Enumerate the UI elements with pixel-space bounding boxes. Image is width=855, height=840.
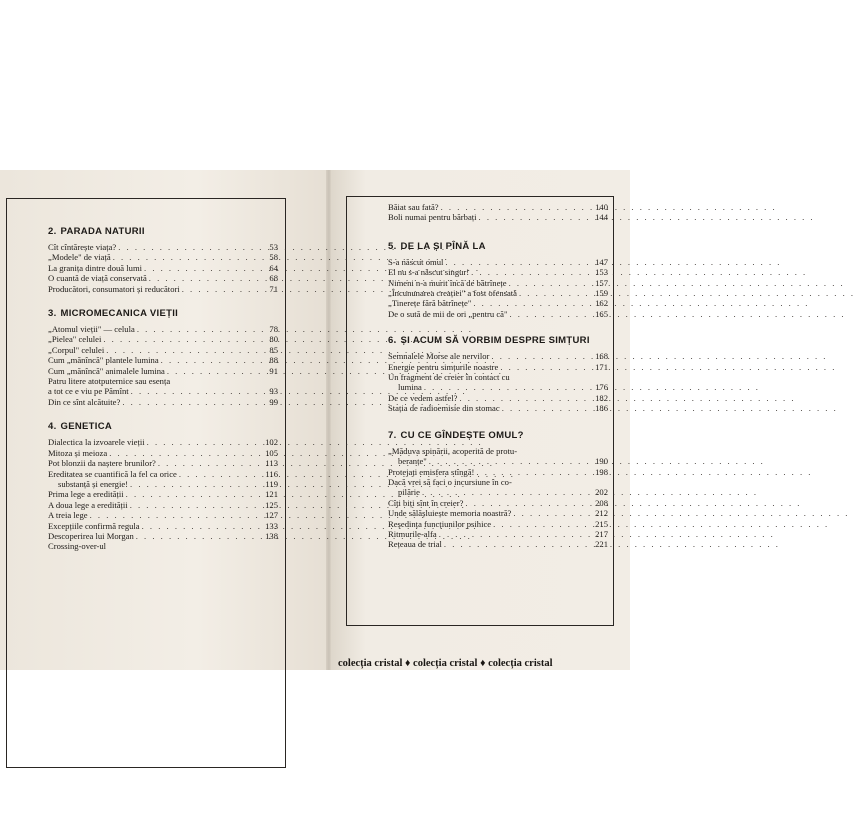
toc-entry: Mitoza și meioza . . . 105 — [48, 448, 278, 458]
toc-entry: Ritmurile-alfa . . . 217 — [388, 529, 608, 539]
toc-section-5 — [388, 241, 608, 319]
toc-entry: Prima lege a eredității . . . 121 — [48, 489, 278, 499]
toc-entry: Crossing-over-ul — [48, 541, 107, 552]
toc-entry: Boli numai pentru bărbați . . . 144 — [388, 212, 608, 222]
section-heading: MICROMECANICA VIEȚII — [60, 308, 179, 320]
toc-entry: Un fragment de creier în contact cu — [388, 372, 510, 383]
right-toc — [388, 202, 608, 562]
toc-entry: Dialectica la izvoarele vieții . . . 102 — [48, 437, 278, 447]
toc-entry: Cît cîntărește viața? . . . 53 — [48, 242, 278, 252]
toc-entry: pilărie . . . 202 — [388, 487, 608, 497]
toc-entry: Energie pentru simțurile noastre . . . 171 — [388, 362, 608, 372]
toc-entry: „Măduva spinării, acoperită de protu- — [388, 445, 518, 456]
toc-entry: De o sută de mii de ori „pentru că" . . . 165 — [388, 309, 608, 319]
toc-entry: Protejați emisfera stîngă! . . . 198 — [388, 467, 608, 477]
toc-entry: Producători, consumatori și reducători . . . 71 — [48, 284, 278, 294]
toc-entry: De ce vedem astfel? . . . 182 — [388, 393, 608, 403]
toc-entry: Unde sălășluiește memoria noastră? . . . 212 — [388, 508, 608, 518]
toc-section-3 — [48, 308, 278, 407]
toc-entry: „Corpul" celulei . . . 85 — [48, 345, 278, 355]
toc-entry: Rețeaua de trial . . . 221 — [388, 539, 608, 549]
toc-entry: Ereditatea se cuantifică la fel ca orice . . . 116 — [48, 469, 278, 479]
section-title — [48, 421, 278, 432]
toc-entry: substanță și energie! . . . 119 — [48, 479, 278, 489]
toc-section-6 — [388, 335, 608, 413]
toc-entry: El nu s-a născut singur! . . . 153 — [388, 267, 608, 277]
section-title — [388, 335, 608, 346]
series-footer: colecția cristal ♦ colecția cristal ♦ colecția cristal — [338, 658, 553, 669]
toc-entry: „Tinerețe fără bătrînețe" . . . 162 — [388, 298, 608, 308]
toc-entry: „Atomul vieții" — celula . . . 78 — [48, 324, 278, 334]
section-heading: ȘI ACUM SĂ VORBIM DESPRE SIMȚURI — [400, 335, 590, 347]
toc-entry: beranțe" . . . 190 — [388, 456, 608, 466]
toc-section-2 — [48, 226, 278, 294]
section-title — [48, 226, 278, 237]
toc-section-4 — [48, 421, 278, 551]
toc-section-7 — [388, 430, 608, 550]
section-number: 7. — [388, 429, 397, 441]
toc-entry: La granița dintre două lumi . . . 64 — [48, 263, 278, 273]
toc-entry: Dacă vrei să faci o incursiune în co- — [388, 476, 512, 487]
toc-entry: Semnalele Morse ale nervilor . . . 168 — [388, 351, 608, 361]
toc-entry: Stația de radioemisie din stomac . . . 186 — [388, 403, 608, 413]
section-number: 3. — [48, 308, 57, 320]
toc-entry: „Pielea" celulei . . . 80 — [48, 334, 278, 344]
section-heading: GENETICA — [60, 421, 113, 433]
toc-entry: Reședința funcțiunilor psihice . . . 215 — [388, 519, 608, 529]
section-title — [388, 241, 608, 252]
toc-entry: Pot blonzii da naștere brunilor? . . . 113 — [48, 458, 278, 468]
toc-continued — [388, 202, 608, 223]
toc-entry: A doua lege a eredității . . . 125 — [48, 500, 278, 510]
left-toc — [48, 226, 278, 564]
toc-entry: Din ce sînt alcătuite? . . . 99 — [48, 397, 278, 407]
toc-entry: O cuantă de viață conservată . . . 68 — [48, 273, 278, 283]
toc-entry: „Modele" de viață . . . 58 — [48, 252, 278, 262]
toc-entry: A treia lege . . . 127 — [48, 510, 278, 520]
toc-entry: a tot ce e viu pe Pămînt . . . 93 — [48, 386, 278, 396]
section-number: 4. — [48, 421, 57, 433]
section-title — [388, 430, 608, 441]
book-spread — [0, 170, 630, 670]
toc-entry: S-a născut omul . . . 147 — [388, 257, 608, 267]
toc-entry: Descoperirea lui Morgan . . . 138 — [48, 531, 278, 541]
section-heading: CU CE GÎNDEȘTE OMUL? — [400, 429, 524, 441]
section-number: 5. — [388, 240, 397, 252]
toc-entry: Nimeni n-a murit încă de bătrînețe . . . 157 — [388, 278, 608, 288]
toc-entry: Cum „mănîncă" animalele lumina . . . 91 — [48, 366, 278, 376]
toc-entry: „Încununarea creației" a fost ofensată . . . 159 — [388, 288, 608, 298]
section-number: 6. — [388, 335, 397, 347]
toc-entry: Cîți biți sînt în creier? . . . 208 — [388, 498, 608, 508]
toc-entry: Cum „mănîncă" plantele lumina . . . 88 — [48, 355, 278, 365]
toc-entry: Excepțiile confirmă regula . . . 133 — [48, 521, 278, 531]
section-number: 2. — [48, 226, 57, 237]
section-title — [48, 308, 278, 319]
toc-entry: Băiat sau fată? . . . 140 — [388, 202, 608, 212]
section-heading: DE LA ȘI PÎNĂ LA — [400, 240, 486, 252]
section-heading: PARADA NATURII — [60, 226, 145, 237]
toc-entry: lumina . . . 176 — [388, 382, 608, 392]
toc-entry: Patru litere atotputernice sau esența — [48, 376, 171, 387]
